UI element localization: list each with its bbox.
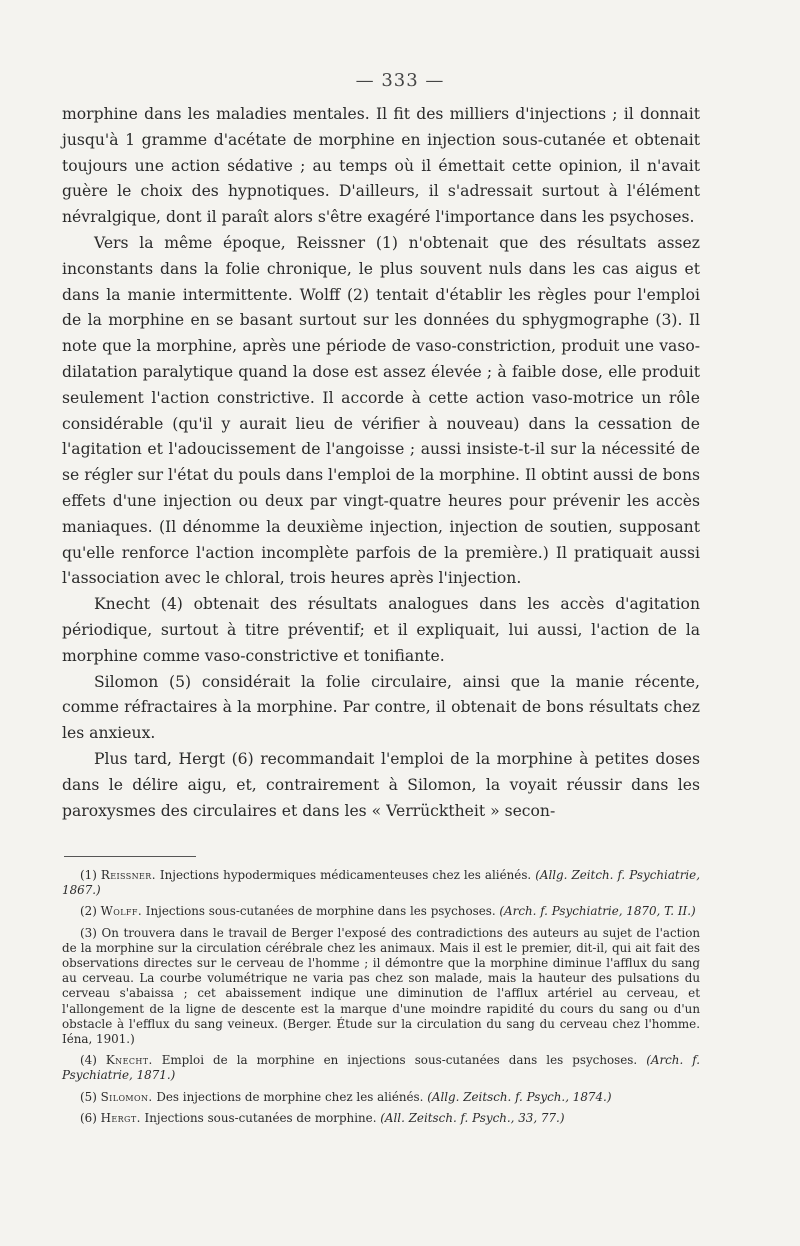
footnote xyxy=(62,926,700,1048)
body-text xyxy=(62,102,700,824)
footnote xyxy=(62,904,700,919)
page-number: — 333 — xyxy=(355,70,445,91)
footnote-text: Injections sous-cutanées de morphine dans les psychoses. xyxy=(145,904,496,919)
footnote xyxy=(62,1111,700,1126)
paragraph: Silomon (5) considérait la folie circulaire, ainsi que la manie récente, comme réfractaires à la morphine. Par contre, il obtenait de bons résultats chez les anxieux. xyxy=(62,672,700,743)
footnote-reference: (Allg. Zeitch. f. Psychiatrie, 1867.) xyxy=(62,868,701,898)
footnote-author: Wolff. xyxy=(100,904,142,919)
footnote-author: Hergt. xyxy=(100,1110,141,1125)
footnote xyxy=(62,1090,700,1105)
paragraph: Plus tard, Hergt (6) recommandait l'emploi de la morphine à petites doses dans le délire aigu, et, contrairement à Silomon, la voyait réussir dans les paroxysmes des circulaires et dans les « Verrücktheit » secon- xyxy=(62,749,700,820)
footnote-reference: (Arch. f. Psychiatrie, 1871.) xyxy=(62,1053,701,1083)
footnote-text: Emploi de la morphine en injections sous-cutanées dans les psychoses. xyxy=(161,1053,638,1068)
footnote-author: Reissner. xyxy=(100,868,156,882)
footnote-reference: (Allg. Zeitsch. f. Psych., 1874.) xyxy=(427,1089,612,1104)
footnote-number: (4) xyxy=(80,1053,97,1068)
footnote-text: Des injections de morphine chez les aliénés. xyxy=(156,1089,424,1104)
footnote-number: (2) xyxy=(80,904,97,919)
footnote-reference: (All. Zeitsch. f. Psych., 33, 77.) xyxy=(380,1110,565,1125)
footnote-number: (5) xyxy=(80,1089,97,1104)
footnote-number: (1) xyxy=(80,868,97,882)
footnote-divider xyxy=(64,856,196,857)
footnote-number: (6) xyxy=(80,1110,97,1125)
paragraph: Knecht (4) obtenait des résultats analogues dans les accès d'agitation périodique, surtout à titre préventif; et il expliquait, lui aussi, l'action de la morphine comme vaso-constrictive et tonifiante. xyxy=(62,595,700,665)
footnote-text: On trouvera dans le travail de Berger l'exposé des contradictions des auteurs au sujet de l'action de la morphine sur la circulation cérébrale chez les animaux. Mais il est le premier, dit-il, qui ait fait des observations directes sur le cerveau de l'homme ; il démontre que la morphine diminue l'afflux du sang au cerveau. La courbe volumétrique ne varia pas chez son malade, mais la hauteur des pulsations du cerveau s'abaissa ; cet abaissement indique une diminution de l'afflux artériel au cerveau, et l'allongement de la ligne de descente est la marque d'une moindre rapidité du cours du sang ou d'un obstacle à l'efflux du sang veineux. (Berger. Étude sur la circulation du sang du cerveau chez l'homme. Iéna, 1901.) xyxy=(62,925,701,1047)
footnote xyxy=(62,868,700,898)
paragraph: Vers la même époque, Reissner (1) n'obtenait que des résultats assez inconstants dans la folie chronique, le plus souvent nuls dans les cas aigus et dans la manie intermittente. Wolff (2) tentait d'établir les règles pour l'emploi de la morphine en se basant surtout sur les données du sphygmographe (3). Il note que la morphine, après une période de vaso-constriction, produit une vaso-dilatation paralytique quand la dose est assez élevée ; à faible dose, elle produit seulement l'action constrictive. Il accorde à cette action vaso-motrice un rôle considérable (qu'il y aurait lieu de vérifier à nouveau) dans la cessation de l'agitation et l'adoucissement de l'angoisse ; aussi insiste-t-il sur la nécessité de se régler sur l'état du pouls dans l'emploi de la morphine. Il obtint aussi de bons effets d'une injection ou deux par vingt-quatre heures pour prévenir les accès maniaques. (Il dénomme la deuxième injection, injection de soutien, supposant qu'elle renforce l'action incomplète parfois de la première.) Il pratiquait aussi l'association avec le chloral, trois heures après l'injection. xyxy=(62,233,700,588)
footnote-author: Knecht. xyxy=(105,1053,153,1068)
footnotes xyxy=(62,868,700,1132)
paragraph: morphine dans les maladies mentales. Il fit des milliers d'injections ; il donnait jusqu'à 1 gramme d'acétate de morphine en injection sous-cutanée et obtenait toujours une action sédative ; au temps où il émettait cette opinion, il n'avait guère le choix des hypnotiques. D'ailleurs, il s'adressait surtout à l'élément névralgique, dont il paraît alors s'être exagéré l'importance dans les psychoses. xyxy=(62,105,700,227)
footnote-author: Silomon. xyxy=(100,1089,153,1104)
footnote-text: Injections hypodermiques médicamenteuses chez les aliénés. xyxy=(159,868,532,882)
footnote xyxy=(62,1053,700,1083)
footnote-reference: (Arch. f. Psychiatrie, 1870, T. II.) xyxy=(499,904,696,919)
footnote-text: Injections sous-cutanées de morphine. xyxy=(144,1110,377,1125)
footnote-number: (3) xyxy=(80,925,97,940)
